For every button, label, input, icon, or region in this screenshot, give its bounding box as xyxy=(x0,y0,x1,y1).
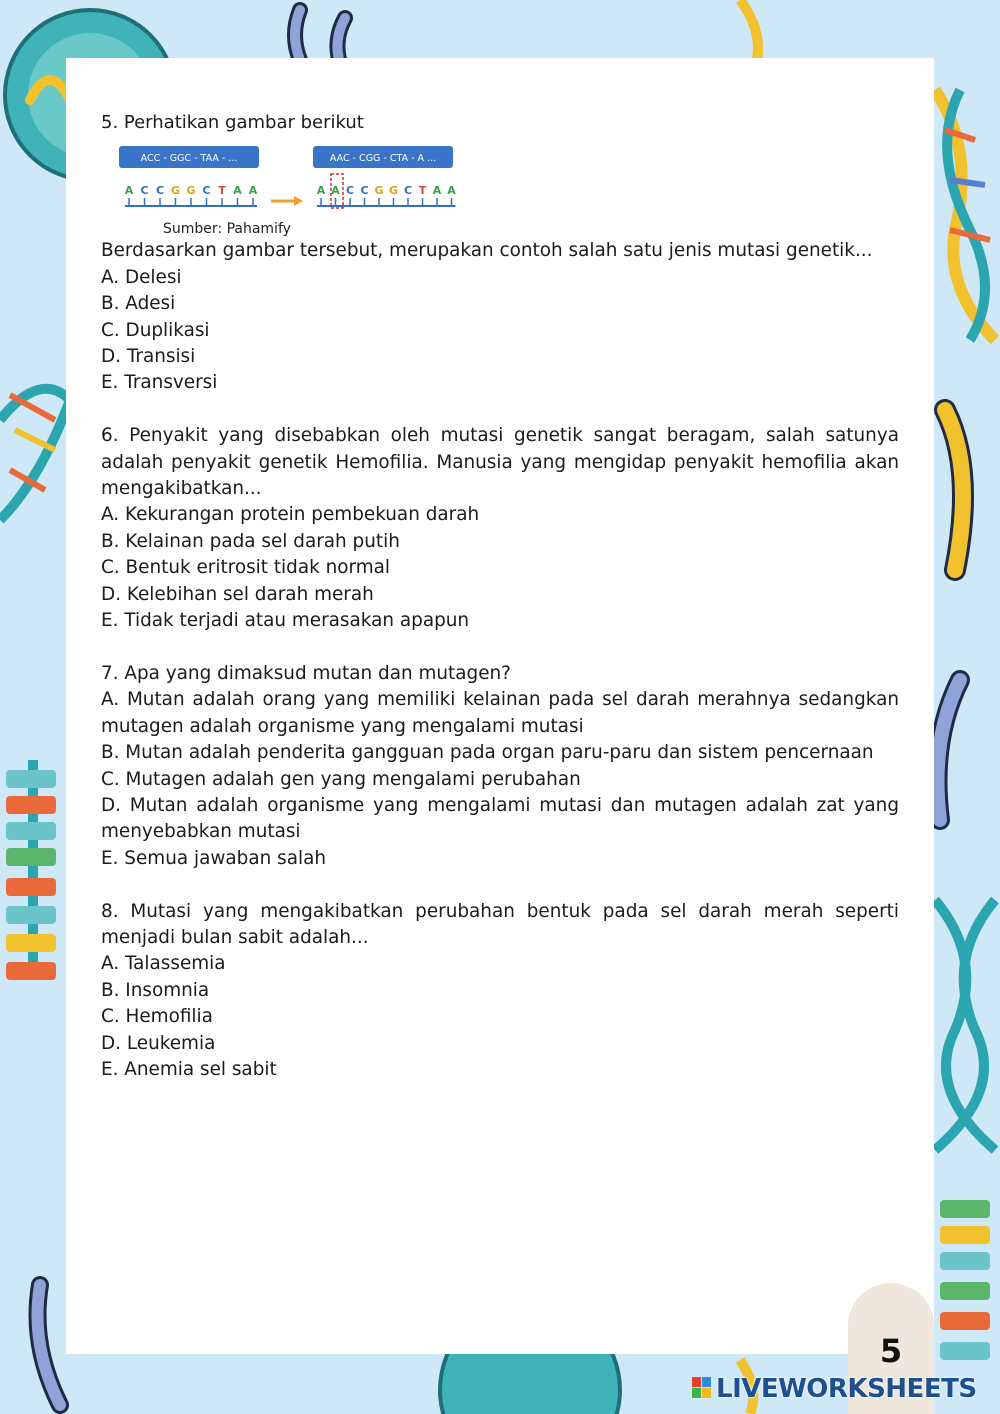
question-7-text: 7. Apa yang dimaksud mutan dan mutagen? xyxy=(101,662,511,684)
left-sequence-base: A xyxy=(248,184,258,198)
left-sequence-base: G xyxy=(186,184,196,198)
question-5-text: Berdasarkan gambar tersebut, merupakan contoh salah satu jenis mutasi genetik... xyxy=(101,240,873,262)
brand-watermark: LIVEWORKSHEETS xyxy=(716,1374,977,1404)
liveworksheets-logo-icon xyxy=(692,1377,712,1399)
option[interactable]: C. Bentuk eritrosit tidak normal xyxy=(101,557,391,579)
chromosome-top xyxy=(295,10,345,63)
option[interactable]: C. Hemofilia xyxy=(101,1006,213,1028)
right-codon-text: AAC - CGG - CTA - A ... xyxy=(329,153,437,165)
dna-helix-left xyxy=(0,389,70,520)
right-sequence-base: A xyxy=(316,184,326,198)
left-sequence-base: C xyxy=(202,184,211,198)
question-7 xyxy=(101,661,899,872)
left-sequence-base: A xyxy=(124,184,134,198)
dna-helix-right-bottom xyxy=(935,900,995,1150)
chromosome-right-purple xyxy=(938,680,961,820)
worksheet-page xyxy=(66,58,934,1354)
left-codon-text: ACC - GGC - TAA - ... xyxy=(140,153,238,165)
left-sequence-base: C xyxy=(155,184,165,198)
option[interactable]: B. Kelainan pada sel darah putih xyxy=(101,530,400,552)
figure-caption: Sumber: Pahamify xyxy=(163,221,291,238)
option[interactable]: D. Leukemia xyxy=(101,1032,216,1054)
right-sequence-base: C xyxy=(345,184,355,198)
right-sequence-base: A xyxy=(331,184,340,198)
option[interactable]: E. Tidak terjadi atau merasakan apapun xyxy=(101,610,470,632)
option[interactable]: C. Mutagen adalah gen yang mengalami perubahan xyxy=(101,768,581,790)
option[interactable]: D. Kelebihan sel darah merah xyxy=(101,583,374,605)
left-sequence-base: A xyxy=(233,184,242,198)
option[interactable]: E. Semua jawaban salah xyxy=(101,847,327,869)
question-5-options xyxy=(101,265,899,397)
option[interactable]: B. Adesi xyxy=(101,293,176,315)
option[interactable]: B. Insomnia xyxy=(101,979,210,1001)
arrow-icon xyxy=(294,196,303,206)
option[interactable]: E. Anemia sel sabit xyxy=(101,1058,277,1080)
question-6 xyxy=(101,423,899,634)
page-number: 5 xyxy=(879,1332,903,1370)
option[interactable]: D. Transisi xyxy=(101,346,196,368)
option[interactable]: A. Delesi xyxy=(101,266,182,288)
left-sequence xyxy=(125,184,258,206)
questions-content xyxy=(101,110,899,1083)
chromosome-right xyxy=(945,410,963,570)
left-sequence-base: T xyxy=(218,184,226,198)
right-sequence-base: C xyxy=(360,184,369,198)
option[interactable]: B. Mutan adalah penderita gangguan pada organ paru-paru dan sistem pencernaan xyxy=(101,742,874,764)
dna-ladder-left xyxy=(6,760,56,980)
option[interactable]: A. Talassemia xyxy=(101,953,226,975)
question-8-text: 8. Mutasi yang mengakibatkan perubahan bentuk pada sel darah merah seperti menjadi bulan sabit adalah... xyxy=(101,900,899,948)
right-sequence-base: G xyxy=(374,184,384,198)
right-sequence-base: C xyxy=(403,184,413,198)
left-sequence-base: C xyxy=(140,184,149,198)
mutation-figure xyxy=(109,144,469,238)
question-8 xyxy=(101,899,899,1084)
dna-ladder-right-bottom xyxy=(940,1200,990,1360)
right-sequence-base: T xyxy=(418,184,427,198)
mutation-diagram xyxy=(109,144,469,214)
right-sequence-base: A xyxy=(432,184,442,198)
left-sequence-base: G xyxy=(170,184,181,198)
option[interactable]: D. Mutan adalah organisme yang mengalami mutasi dan mutagen adalah zat yang menyebabkan mutasi xyxy=(101,794,899,843)
option[interactable]: A. Mutan adalah orang yang memiliki kelainan pada sel darah merahnya sedangkan mutagen adalah organisme yang mengalami mutasi xyxy=(101,689,899,737)
option[interactable]: E. Transversi xyxy=(101,372,218,394)
right-sequence-base: G xyxy=(388,184,399,198)
option[interactable]: C. Duplikasi xyxy=(101,319,210,341)
question-6-text: 6. Penyakit yang disebabkan oleh mutasi genetik sangat beragam, salah satunya adalah penyakit genetik Hemofilia. Manusia yang mengidap penyakit hemofilia akan mengakibatkan... xyxy=(101,425,899,500)
question-5-title: 5. Perhatikan gambar berikut xyxy=(101,112,364,133)
question-5 xyxy=(101,110,899,397)
right-sequence-base: A xyxy=(447,184,456,198)
right-sequence xyxy=(317,184,457,206)
chromosome-bottom-left xyxy=(38,1285,61,1405)
option[interactable]: A. Kekurangan protein pembekuan darah xyxy=(101,504,480,526)
